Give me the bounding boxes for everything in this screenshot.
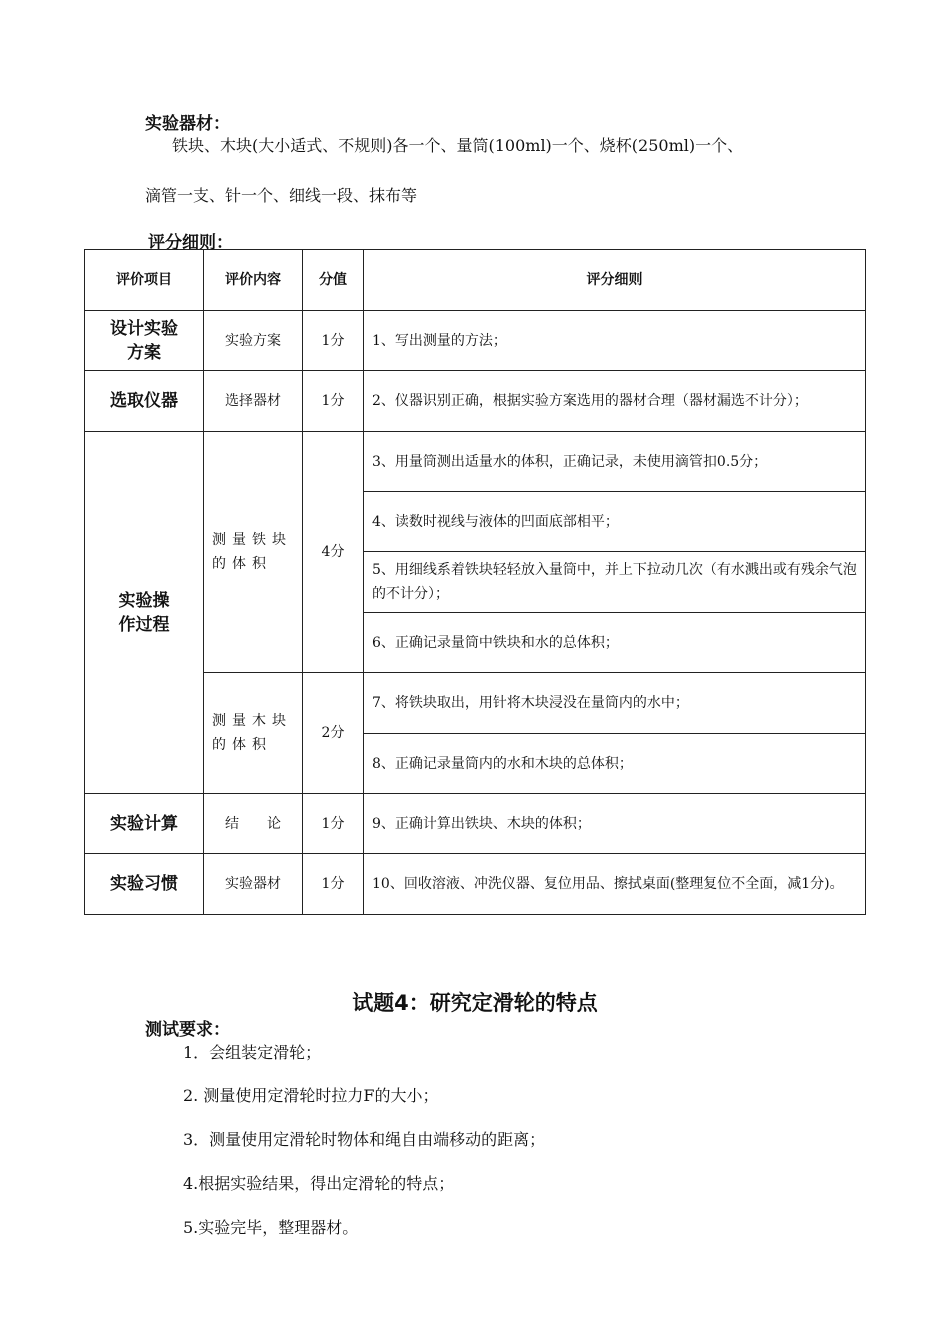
table-row [85, 854, 866, 915]
test4-title: 试题4：研究定滑轮的特点 [352, 991, 598, 1015]
content-select: 选择器材 [204, 371, 303, 432]
score-habit: 1分 [303, 854, 364, 915]
content-iron: 测量铁块的体积 [204, 432, 303, 673]
score-iron: 4分 [303, 432, 364, 673]
rule-3: 3、用量筒测出适量水的体积，正确记录，未使用滴管扣0.5分； [364, 432, 866, 492]
item-habit: 实验习惯 [85, 854, 204, 915]
item-design: 设计实验方案 [85, 311, 204, 371]
table-row [85, 794, 866, 854]
header-score: 分值 [303, 250, 364, 311]
table-header-row [85, 250, 866, 311]
rule-9: 9、正确计算出铁块、木块的体积； [364, 794, 866, 854]
test4-requirements-heading: 测试要求： [145, 1020, 230, 1040]
content-habit: 实验器材 [204, 854, 303, 915]
table-row [85, 371, 866, 432]
score-design: 1分 [303, 311, 364, 371]
item-operate: 实验操作过程 [85, 432, 204, 794]
materials-line-1: 铁块、木块(大小适式、不规则)各一个、量筒(100ml)一个、烧杯(250ml)一个、 [172, 136, 744, 155]
requirement-item: 3．测量使用定滑轮时物体和绳自由端移动的距离； [183, 1130, 546, 1149]
rule-1: 1、写出测量的方法； [364, 311, 866, 371]
materials-heading: 实验器材： [145, 114, 230, 134]
header-item: 评价项目 [85, 250, 204, 311]
rule-6: 6、正确记录量筒中铁块和水的总体积； [364, 613, 866, 673]
table-row [85, 311, 866, 371]
scoring-heading: 评分细则： [148, 233, 233, 253]
item-select: 选取仪器 [85, 371, 204, 432]
content-wood: 测量木块的体积 [204, 673, 303, 794]
item-calc: 实验计算 [85, 794, 204, 854]
rule-5: 5、用细线系着铁块轻轻放入量筒中，并上下拉动几次（有水溅出或有残余气泡的不计分）； [364, 552, 866, 613]
rule-10: 10、回收溶液、冲洗仪器、复位用品、擦拭桌面(整理复位不全面，减1分)。 [364, 854, 866, 915]
scoring-table [84, 249, 866, 915]
requirement-item: 2. 测量使用定滑轮时拉力F的大小； [183, 1086, 439, 1105]
rule-7: 7、将铁块取出，用针将木块浸没在量筒内的水中； [364, 673, 866, 734]
score-calc: 1分 [303, 794, 364, 854]
header-content: 评价内容 [204, 250, 303, 311]
table-row [85, 432, 866, 492]
rule-2: 2、仪器识别正确，根据实验方案选用的器材合理（器材漏选不计分）； [364, 371, 866, 432]
rule-8: 8、正确记录量筒内的水和木块的总体积； [364, 734, 866, 794]
rule-4: 4、读数时视线与液体的凹面底部相平； [364, 492, 866, 552]
header-rule: 评分细则 [364, 250, 866, 311]
content-calc: 结 论 [204, 794, 303, 854]
requirement-item: 4.根据实验结果，得出定滑轮的特点； [183, 1174, 455, 1193]
requirement-item: 5.实验完毕，整理器材。 [183, 1218, 359, 1237]
requirement-item: 1．会组装定滑轮； [183, 1043, 322, 1062]
content-design: 实验方案 [204, 311, 303, 371]
score-select: 1分 [303, 371, 364, 432]
materials-line-2: 滴管一支、针一个、细线一段、抹布等 [145, 186, 418, 205]
score-wood: 2分 [303, 673, 364, 794]
